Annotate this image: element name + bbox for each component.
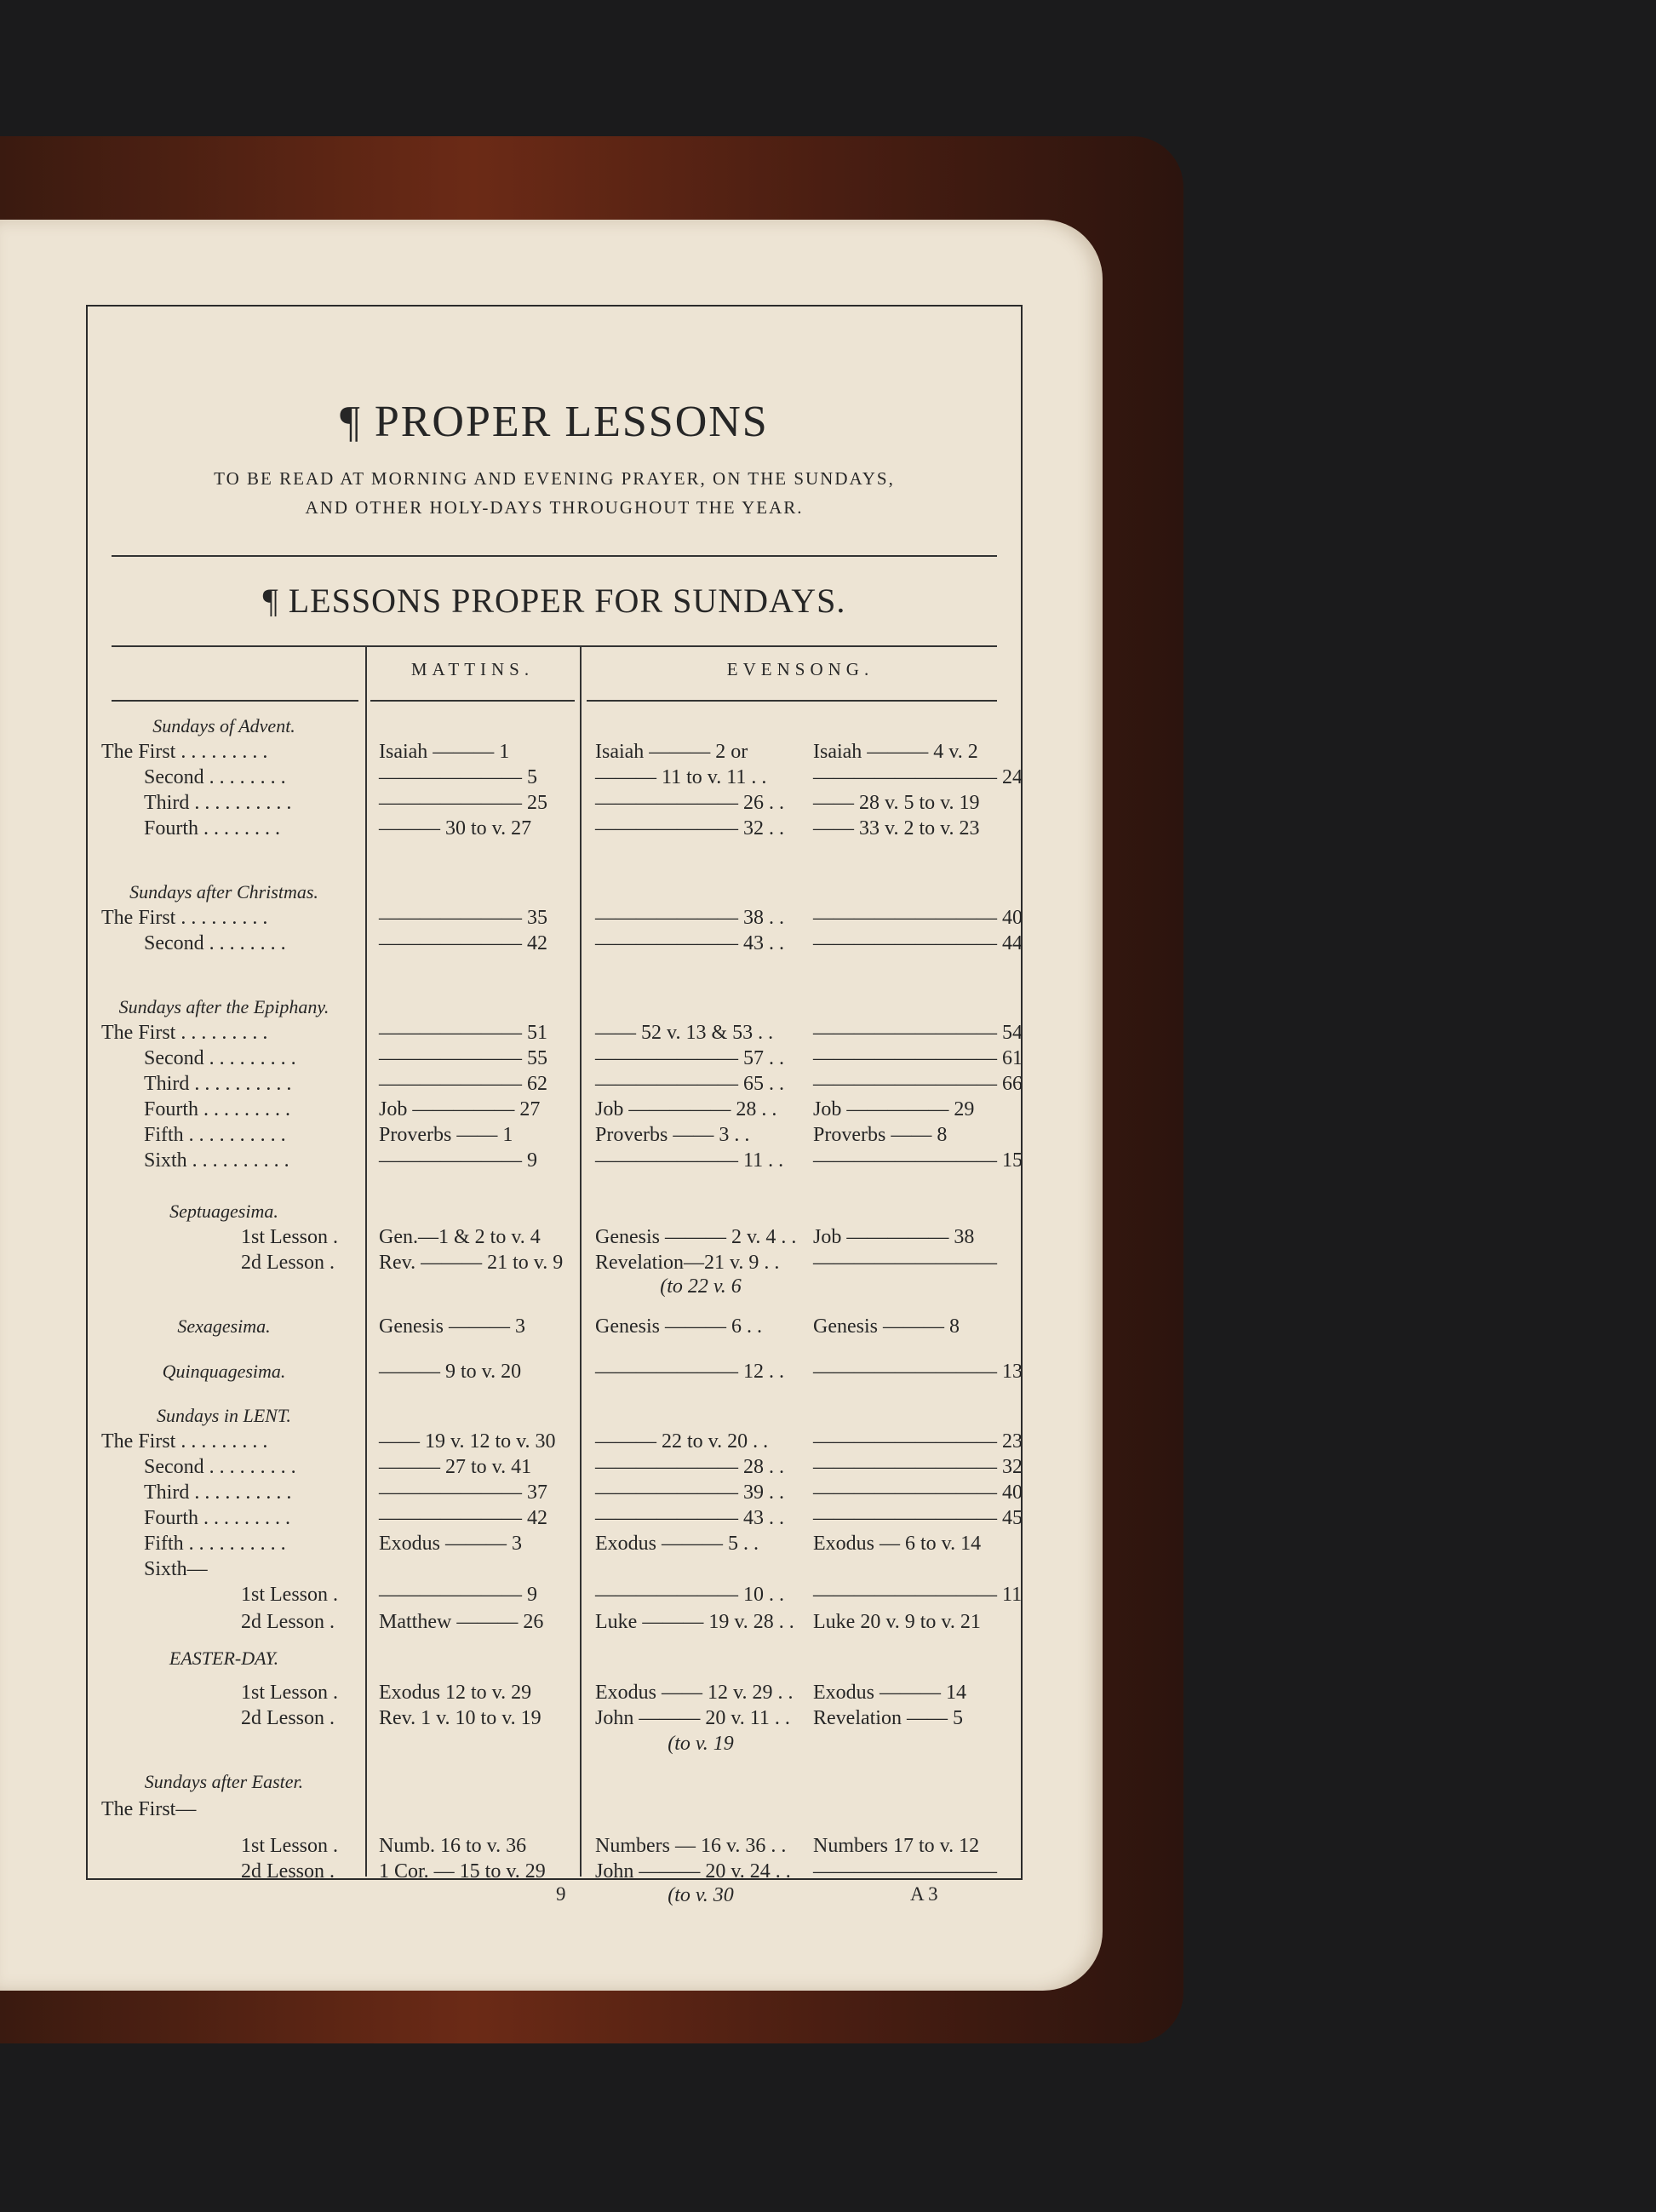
evensong-alt-cell: ————————— 66 [813, 1073, 1023, 1095]
evensong-alt-cell: Job ————— 38 [813, 1226, 975, 1248]
mattins-cell: ——————— 37 [379, 1481, 547, 1504]
evensong-first-cell: (to v. 30 [668, 1884, 734, 1906]
mattins-cell: Exodus ——— 3 [379, 1533, 522, 1555]
row-label: The First . . . . . . . . . [101, 1430, 268, 1453]
evensong-alt-cell: Exodus — 6 to v. 14 [813, 1533, 982, 1555]
row-label: Fifth . . . . . . . . . . [144, 1124, 286, 1146]
evensong-first-cell: Exodus ——— 5 . . [595, 1533, 759, 1555]
row-heading: Sundays of Advent. [152, 715, 295, 736]
mattins-cell: Genesis ——— 3 [379, 1315, 525, 1338]
evensong-alt-cell: ————————— [813, 1860, 997, 1882]
mattins-cell: Proverbs —— 1 [379, 1124, 513, 1146]
subtitle-line-1: TO BE READ AT MORNING AND EVENING PRAYER, ON THE SUNDAYS, [214, 468, 895, 489]
row-heading: Sundays after Christmas. [129, 881, 318, 903]
section-title: ¶ LESSONS PROPER FOR SUNDAYS. [262, 582, 846, 620]
evensong-alt-cell: Proverbs —— 8 [813, 1124, 948, 1146]
row-label: 1st Lesson . [241, 1835, 338, 1857]
evensong-alt-cell: Luke 20 v. 9 to v. 21 [813, 1611, 981, 1633]
row-label: The First . . . . . . . . . [101, 741, 268, 763]
mattins-cell: ——————— 35 [379, 907, 547, 929]
evensong-first-cell: ——————— 12 . . [595, 1361, 784, 1383]
mattins-cell: ——————— 9 [379, 1584, 537, 1606]
row-label: 2d Lesson . [241, 1860, 335, 1882]
evensong-first-cell: Genesis ——— 2 v. 4 . . [595, 1226, 797, 1248]
evensong-alt-cell: ————————— 61 [813, 1047, 1023, 1069]
mattins-cell: Isaiah ——— 1 [379, 741, 510, 763]
row-label: Fourth . . . . . . . . [144, 817, 281, 840]
mattins-cell: ——————— 51 [379, 1022, 547, 1044]
row-label: 1st Lesson . [241, 1682, 338, 1704]
evensong-first-cell: ——————— 38 . . [595, 907, 784, 929]
evensong-first-cell: (to 22 v. 6 [660, 1275, 742, 1298]
row-label: The First . . . . . . . . . [101, 907, 268, 929]
evensong-alt-cell: ————————— 13 [813, 1361, 1023, 1383]
row-label: Fourth . . . . . . . . . [144, 1507, 291, 1529]
evensong-first-cell: ——————— 39 . . [595, 1481, 784, 1504]
evensong-first-cell: John ——— 20 v. 11 . . [595, 1707, 790, 1729]
divider-section [112, 645, 997, 647]
row-label: The First . . . . . . . . . [101, 1022, 268, 1044]
row-label: Second . . . . . . . . [144, 766, 286, 788]
row-heading: Quinquagesima. [162, 1361, 286, 1382]
row-label: 1st Lesson . [241, 1226, 338, 1248]
mattins-cell: ——————— 42 [379, 1507, 547, 1529]
evensong-alt-cell: —— 33 v. 2 to v. 23 [813, 817, 980, 840]
row-label: Third . . . . . . . . . . [144, 1481, 292, 1504]
evensong-alt-cell: ————————— 40 [813, 907, 1023, 929]
mattins-cell: ——————— 5 [379, 766, 537, 788]
evensong-alt-cell: ————————— 40 [813, 1481, 1023, 1504]
evensong-first-cell: Numbers — 16 v. 36 . . [595, 1835, 787, 1857]
row-heading: Sexagesima. [177, 1315, 271, 1337]
evensong-first-cell: Job ————— 28 . . [595, 1098, 777, 1120]
evensong-first-cell: —— 52 v. 13 & 53 . . [595, 1022, 774, 1044]
evensong-alt-cell: ————————— 11 [813, 1584, 1023, 1606]
mattins-cell: 1 Cor. — 15 to v. 29 [379, 1860, 546, 1882]
evensong-first-cell: ——— 11 to v. 11 . . [595, 766, 767, 788]
evensong-alt-cell: Genesis ——— 8 [813, 1315, 960, 1338]
mattins-cell: ——— 9 to v. 20 [379, 1361, 522, 1383]
evensong-alt-cell: Isaiah ——— 4 v. 2 [813, 741, 978, 763]
row-label: Fourth . . . . . . . . . [144, 1098, 291, 1120]
mattins-cell: Rev. 1 v. 10 to v. 19 [379, 1707, 541, 1729]
row-label: Third . . . . . . . . . . [144, 1073, 292, 1095]
evensong-first-cell: ——————— 10 . . [595, 1584, 784, 1606]
evensong-first-cell: ——————— 28 . . [595, 1456, 784, 1478]
evensong-alt-cell: ————————— [813, 1252, 997, 1274]
divider-top [112, 555, 997, 557]
evensong-first-cell: ——— 22 to v. 20 . . [595, 1430, 769, 1453]
evensong-first-cell: Revelation—21 v. 9 . . [595, 1252, 780, 1274]
evensong-first-cell: ——————— 32 . . [595, 817, 784, 840]
column-rule-left [365, 645, 367, 1877]
row-label: 2d Lesson . [241, 1252, 335, 1274]
row-heading: Sundays after Easter. [144, 1771, 304, 1792]
evensong-alt-cell: Exodus ——— 14 [813, 1682, 966, 1704]
evensong-first-cell: ——————— 65 . . [595, 1073, 784, 1095]
book-page [0, 220, 1103, 1991]
evensong-first-cell: Proverbs —— 3 . . [595, 1124, 750, 1146]
evensong-header-rule [587, 700, 997, 702]
mattins-cell: Rev. ——— 21 to v. 9 [379, 1252, 564, 1274]
row-heading: Sundays after the Epiphany. [118, 996, 329, 1017]
mattins-cell: ——————— 55 [379, 1047, 547, 1069]
evensong-first-cell: (to v. 19 [668, 1733, 734, 1755]
mattins-cell: —— 19 v. 12 to v. 30 [379, 1430, 556, 1453]
evensong-first-cell: Genesis ——— 6 . . [595, 1315, 762, 1338]
mattins-header-rule [370, 700, 575, 702]
mattins-cell: Exodus 12 to v. 29 [379, 1682, 532, 1704]
evensong-alt-cell: Job ————— 29 [813, 1098, 975, 1120]
row-label: Second . . . . . . . . . [144, 1047, 296, 1069]
mattins-cell: Job ————— 27 [379, 1098, 541, 1120]
evensong-first-cell: Exodus —— 12 v. 29 . . [595, 1682, 794, 1704]
row-label: 2d Lesson . [241, 1611, 335, 1633]
mattins-cell: ——— 30 to v. 27 [379, 817, 532, 840]
mattins-cell: ——— 27 to v. 41 [379, 1456, 532, 1478]
signature-mark: A 3 [910, 1883, 938, 1905]
row-heading: Sundays in LENT. [157, 1405, 291, 1426]
evensong-alt-cell: ————————— 15 [813, 1149, 1023, 1172]
evensong-header: EVENSONG. [726, 659, 874, 679]
mattins-cell: Gen.—1 & 2 to v. 4 [379, 1226, 541, 1248]
evensong-first-cell: ——————— 11 . . [595, 1149, 784, 1172]
column-rule-right [580, 645, 582, 1877]
row-label: Second . . . . . . . . [144, 932, 286, 954]
row-label: 2d Lesson . [241, 1707, 335, 1729]
page-border [86, 305, 1023, 1906]
row-label: 1st Lesson . [241, 1584, 338, 1606]
mattins-cell: ——————— 42 [379, 932, 547, 954]
row-heading: EASTER-DAY. [169, 1648, 279, 1669]
evensong-alt-cell: ————————— 45 [813, 1507, 1023, 1529]
mattins-cell: Numb. 16 to v. 36 [379, 1835, 527, 1857]
evensong-first-cell: Isaiah ——— 2 or [595, 741, 748, 763]
evensong-alt-cell: ————————— 32 [813, 1456, 1023, 1478]
evensong-first-cell: ——————— 57 . . [595, 1047, 784, 1069]
page-title: ¶ PROPER LESSONS [340, 398, 769, 446]
mattins-cell: ——————— 9 [379, 1149, 537, 1172]
evensong-alt-cell: ————————— 24 [813, 766, 1023, 788]
mattins-cell: ——————— 62 [379, 1073, 547, 1095]
mattins-header: MATTINS. [410, 659, 535, 679]
row-label: Second . . . . . . . . . [144, 1456, 296, 1478]
evensong-alt-cell: Revelation —— 5 [813, 1707, 963, 1729]
evensong-alt-cell: ————————— 54 [813, 1022, 1023, 1044]
row-label: Sixth— [144, 1558, 208, 1580]
evensong-first-cell: ——————— 43 . . [595, 932, 784, 954]
row-heading: Septuagesima. [169, 1201, 278, 1222]
page-number: 9 [556, 1883, 566, 1905]
evensong-alt-cell: ————————— 23 [813, 1430, 1023, 1453]
mattins-cell: Matthew ——— 26 [379, 1611, 544, 1633]
evensong-alt-cell: Numbers 17 to v. 12 [813, 1835, 980, 1857]
mattins-cell: ——————— 25 [379, 792, 547, 814]
evensong-first-cell: ——————— 26 . . [595, 792, 784, 814]
evensong-first-cell: Luke ——— 19 v. 28 . . [595, 1611, 794, 1633]
label-column-rule [112, 700, 358, 702]
subtitle-line-2: AND OTHER HOLY-DAYS THROUGHOUT THE YEAR. [305, 497, 804, 518]
row-label: Sixth . . . . . . . . . . [144, 1149, 289, 1172]
evensong-alt-cell: ————————— 44 [813, 932, 1023, 954]
evensong-first-cell: ——————— 43 . . [595, 1507, 784, 1529]
row-label: Fifth . . . . . . . . . . [144, 1533, 286, 1555]
row-label: Third . . . . . . . . . . [144, 792, 292, 814]
evensong-alt-cell: —— 28 v. 5 to v. 19 [813, 792, 980, 814]
evensong-first-cell: John ——— 20 v. 24 . . [595, 1860, 791, 1882]
row-label: The First— [101, 1798, 197, 1820]
